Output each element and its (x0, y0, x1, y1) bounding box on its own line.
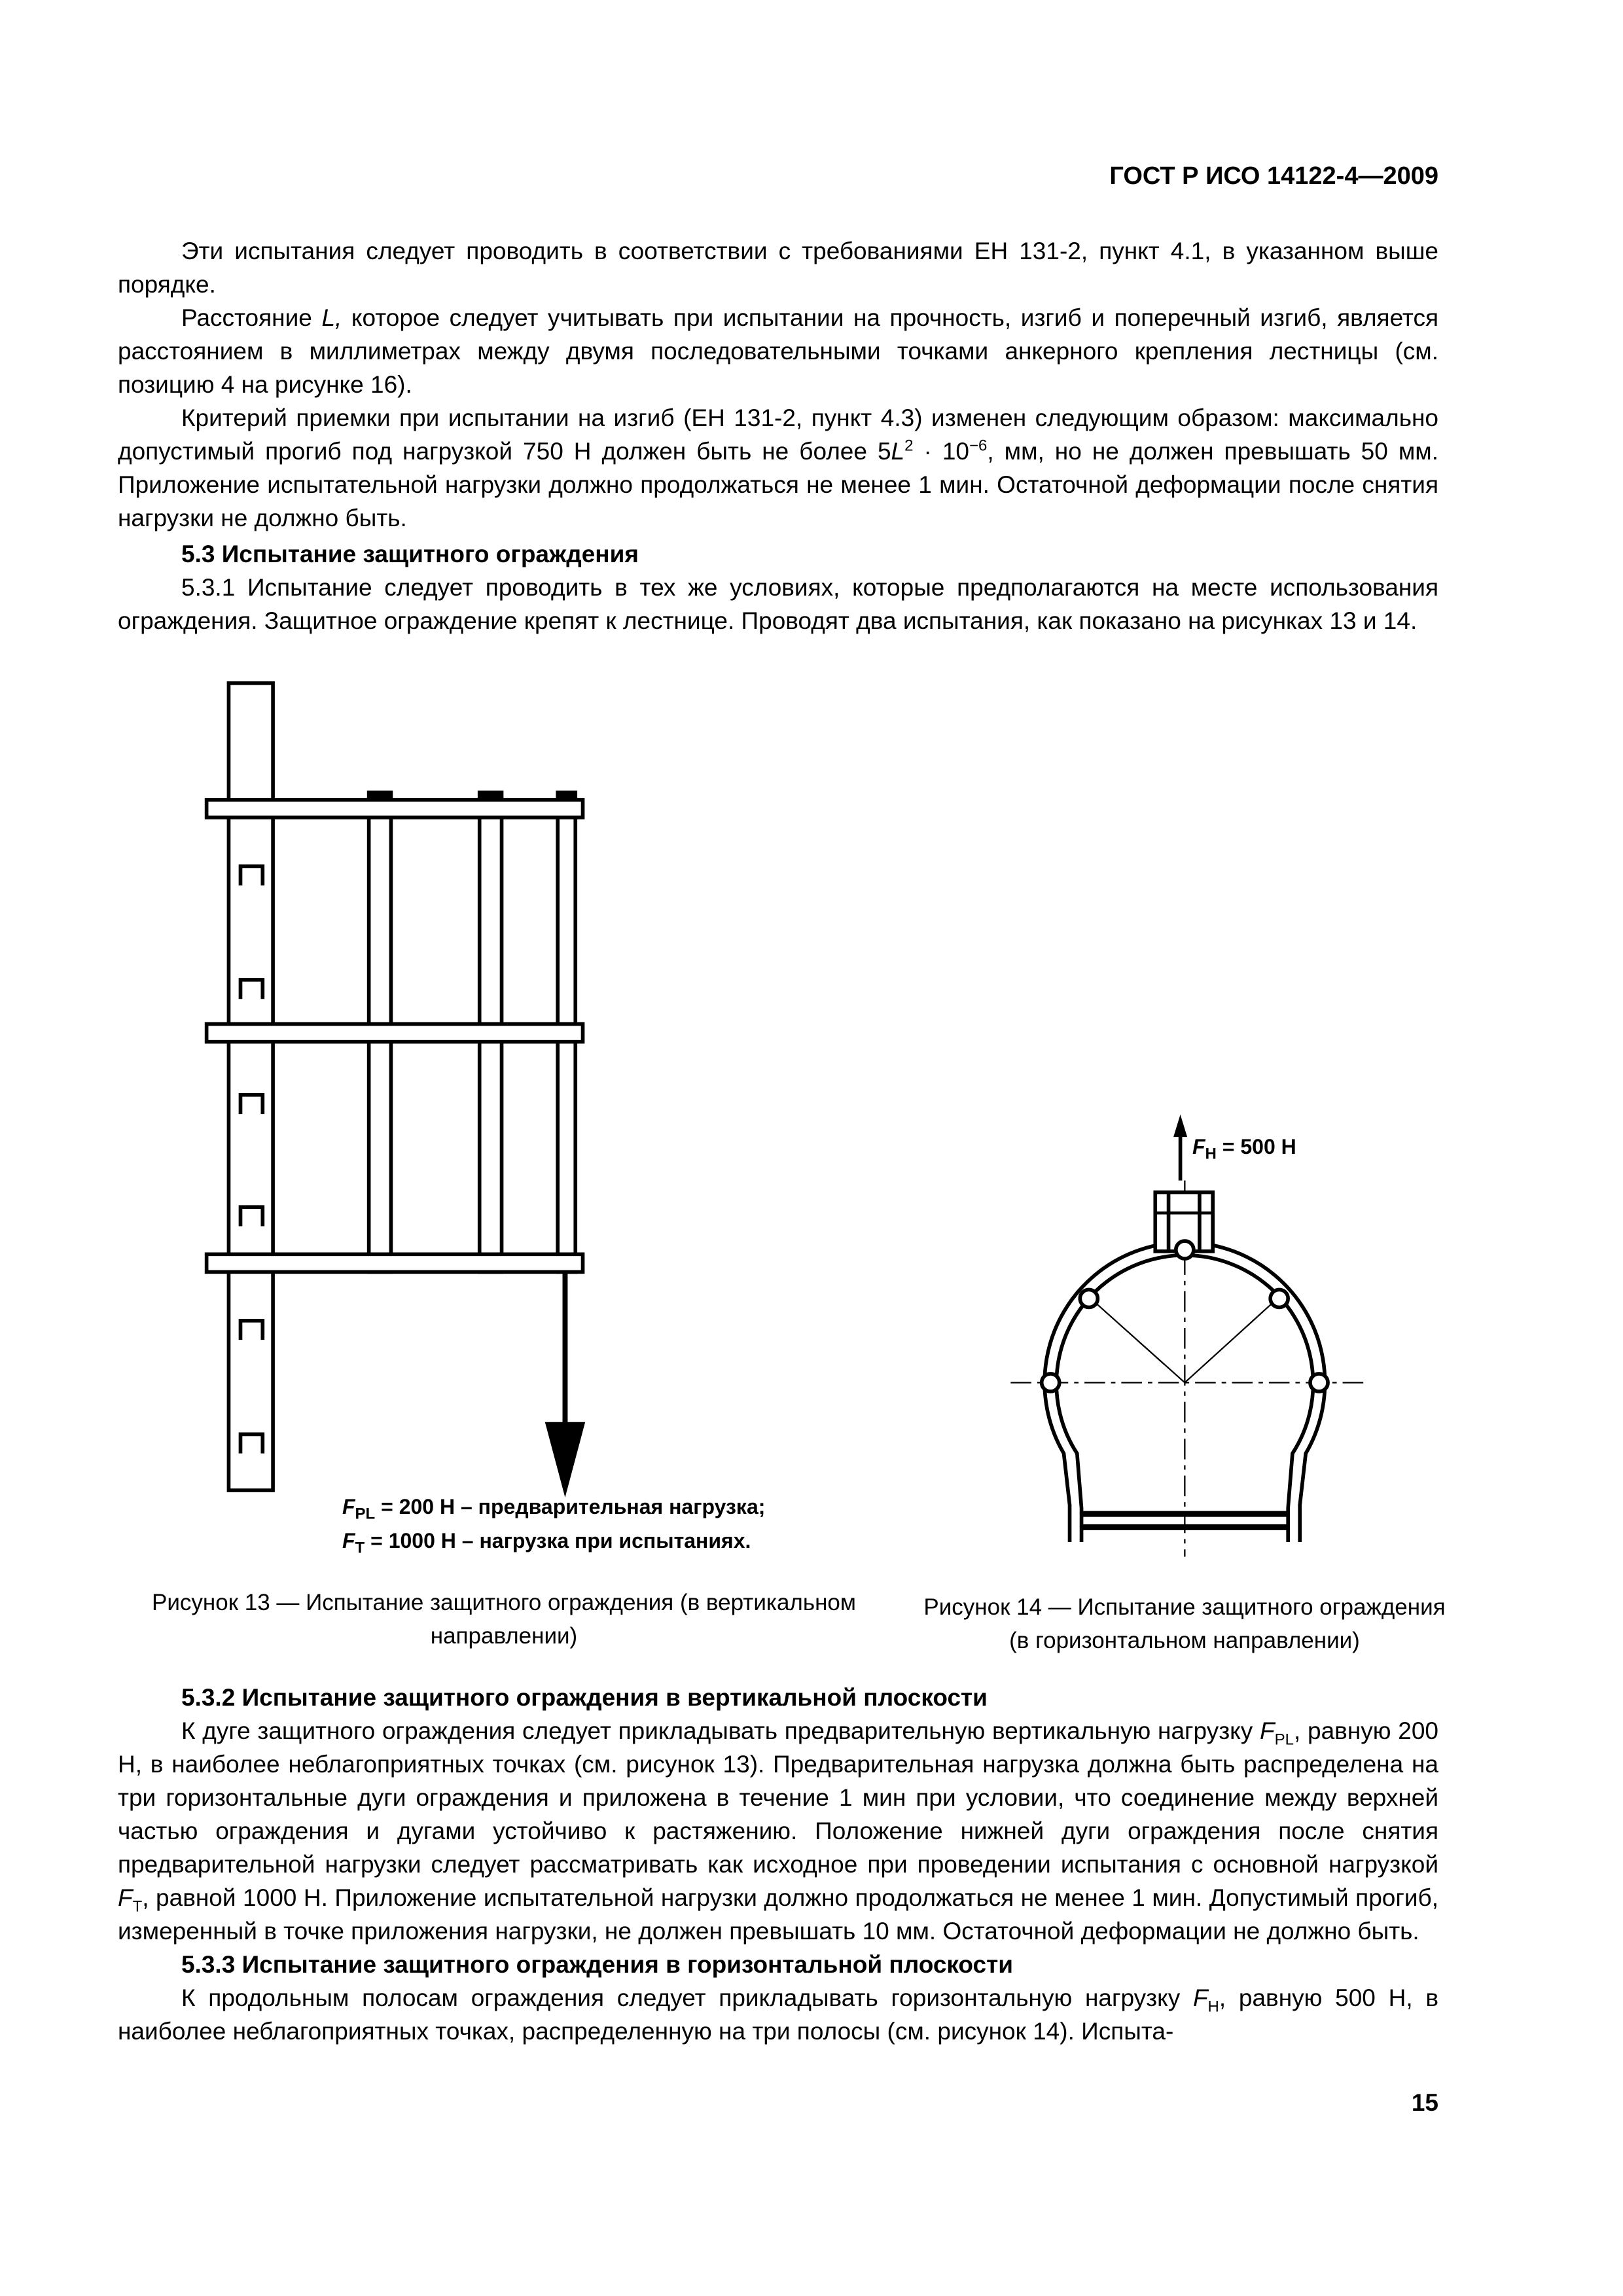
rung-marks (240, 866, 262, 1453)
document-id: ГОСТ Р ИСО 14122-4—2009 (1109, 162, 1438, 190)
figure-13-ladder (207, 683, 583, 1490)
figure-13-caption: Рисунок 13 — Испытание защитного ограждения (в вертикальном направлении) (152, 1590, 856, 1649)
paragraph: 5.3.1 Испытание следует проводить в тех же условиях, которые предполагаются на месте использования ограждения. Защитное ограждение крепят к лестнице. Проводят два испытания, как показано на рисунках 13 и 14. (118, 574, 1438, 634)
figure-14-caption: Рисунок 14 — Испытание защитного ограждения (в горизонтальном направлении) (923, 1594, 1446, 1653)
section-heading: 5.3.3 Испытание защитного ограждения в горизонтальной плоскости (181, 1951, 1013, 1978)
fh-label: $F_H = 500$ Н (1192, 1135, 1296, 1163)
guard-hoop-bottom (207, 1254, 583, 1272)
paragraph: Расстояние L, которое следует учитывать при испытании на прочность, изгиб и поперечный изгиб, является расстоянием в миллиметрах между двумя последовательными точками анкерного крепления лестницы (см. позицию 4 на рисунке 16). (118, 304, 1439, 398)
bottom-text (118, 1681, 1438, 2048)
guard-hoop-middle (207, 1024, 583, 1042)
figure-14-hoop (1010, 1117, 1364, 1557)
arrow-up-icon (1175, 1117, 1186, 1136)
arrow-head-icon (547, 1424, 582, 1490)
guard-hoop-top (207, 800, 583, 817)
page-number: 15 (1411, 2089, 1438, 2116)
section-heading: 5.3.2 Испытание защитного ограждения в вертикальной плоскости (181, 1684, 988, 1711)
ft-label: $F_T = 1000$ Н – нагрузка при испытаниях. (342, 1529, 751, 1557)
paragraph: Критерий приемки при испытании на изгиб (ЕН 131-2, пункт 4.3) изменен следующим образом: максимально допустимый прогиб под нагрузкой 750 Н должен быть не более $5L^2 \cdot 10^{-6}$, мм, но не должен превышать 50 мм. Приложение испытательной нагрузки должно продолжаться не менее 1 мин. Остаточной деформации после снятия нагрузки не должно быть. (118, 404, 1438, 531)
paragraph: К дуге защитного ограждения следует прикладывать предварительную вертикальную нагрузку $F_{PL}$, равную 200 Н, в наиболее неблагоприятных точках (см. рисунок 13). Предварительная нагрузка должна быть распределена на три горизонтальные дуги ограждения и приложена в течение 1 мин при условии, что соединение между верхней частью ограждения и дугами устойчиво к растяжению. Положение нижней дуги ограждения после снятия предварительной нагрузки следует рассматривать как исходное при проведении испытания с основной нагрузкой $F_T$, равной 1000 Н. Приложение испытательной нагрузки должно продолжаться не менее 1 мин. Допустимый прогиб, измеренный в точке приложения нагрузки, не должен превышать 10 мм. Остаточной деформации не должно быть. (118, 1717, 1438, 1945)
fpl-label: $F_{PL} = 200$ Н – предварительная нагрузка; (342, 1495, 766, 1523)
section-heading: 5.3 Испытание защитного ограждения (181, 541, 639, 567)
paragraph: Эти испытания следует проводить в соответствии с требованиями ЕН 131-2, пункт 4.1, в указанном выше порядке. (118, 238, 1438, 298)
paragraph: К продольным полосам ограждения следует прикладывать горизонтальную нагрузку $F_H$, равную 500 Н, в наиболее неблагоприятных точках, распределенную на три полосы (см. рисунок 14). Испыта- (118, 1984, 1438, 2045)
